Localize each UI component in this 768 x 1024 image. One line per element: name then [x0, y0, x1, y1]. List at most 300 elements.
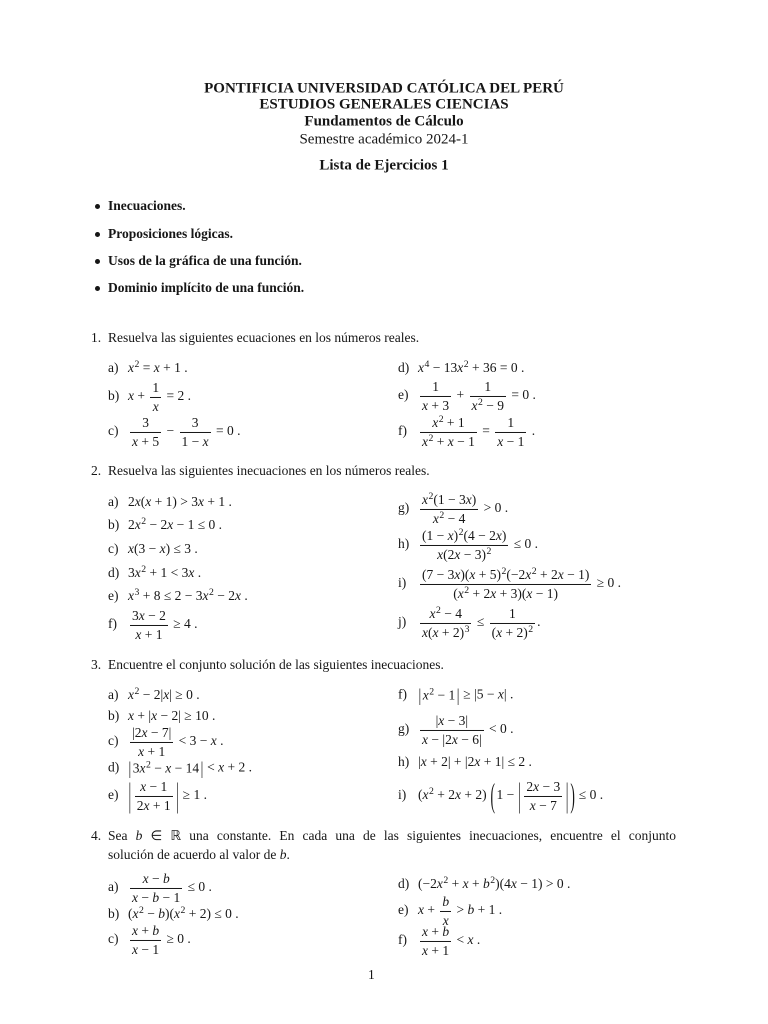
math-text: x + 5	[132, 433, 160, 449]
item-expression	[128, 906, 239, 921]
math-text: b	[442, 893, 450, 909]
math-text: x	[429, 605, 436, 621]
item-label: i)	[398, 575, 407, 591]
math-text: − 13x	[432, 360, 464, 376]
math-text: 1	[432, 378, 439, 394]
math-text: + x + b	[451, 876, 490, 892]
problem-1-item-f	[398, 415, 535, 449]
math-text: − 4	[444, 605, 462, 621]
math-text: 2	[141, 564, 147, 576]
item-label: b)	[108, 517, 120, 533]
problem-3-item-h	[398, 753, 532, 771]
math-text: (x + 2)	[491, 624, 528, 640]
item-label: c)	[108, 931, 119, 947]
problem-statement-continued	[108, 846, 290, 864]
item-expression	[128, 360, 188, 375]
problem-3-item-g	[398, 713, 514, 747]
math-text: + 2) ≤ 0 .	[188, 906, 239, 922]
math-text: > 0 .	[483, 500, 509, 516]
item-label: f)	[398, 423, 407, 439]
math-text: |x + 2| + |2x + 1| ≤ 2 .	[418, 754, 532, 770]
bullet-icon	[95, 204, 100, 209]
math-text: 3	[464, 623, 470, 635]
problem-2-item-g	[398, 492, 508, 526]
item-label: h)	[398, 754, 410, 770]
math-text: b	[279, 847, 287, 863]
fraction	[420, 924, 451, 958]
math-text: 1 −	[496, 787, 515, 803]
list-title: Lista de Ejercicios 1	[319, 157, 449, 174]
math-text: =	[482, 423, 490, 439]
item-label: h)	[398, 536, 410, 552]
math-text: (−2x	[506, 566, 532, 582]
problem-2-item-h	[398, 528, 538, 562]
statement-text: Resuelva las siguientes inecuaciones en los números reales.	[108, 463, 430, 479]
math-text: − 9	[486, 397, 504, 413]
fraction	[420, 415, 477, 449]
math-group	[422, 567, 589, 582]
math-text: ≤ 0 .	[513, 536, 539, 552]
problem-2-item-j	[398, 606, 541, 640]
math-text: x − b	[142, 870, 170, 886]
math-text: + 36 = 0 .	[471, 360, 525, 376]
math-text: 1	[507, 414, 515, 430]
item-label: a)	[108, 360, 119, 376]
left-delimiter: |	[128, 776, 132, 815]
math-text: = 2 .	[166, 388, 191, 404]
problem-number: 4.	[91, 828, 102, 844]
math-text: x − |2x − 6|	[422, 731, 482, 747]
absolute-value	[518, 776, 569, 815]
math-text: (x	[453, 585, 464, 601]
problem-3-item-c	[108, 725, 224, 759]
item-expression	[418, 776, 604, 815]
math-text: 1 − x	[181, 433, 209, 449]
item-expression	[418, 605, 541, 640]
item-label: e)	[108, 787, 119, 803]
math-text: = x + 1 .	[142, 360, 188, 376]
topic-item: Usos de la gráfica de una función.	[108, 253, 302, 269]
problem-4-item-a	[108, 871, 212, 905]
absolute-value	[128, 760, 204, 778]
superscript	[465, 624, 470, 635]
math-text: 2	[438, 414, 444, 426]
math-text: 2	[531, 566, 537, 578]
math-text: 2	[443, 875, 449, 887]
fraction	[180, 415, 211, 449]
left-delimiter: |	[128, 758, 132, 778]
math-text: 2	[134, 359, 140, 371]
numerator	[420, 379, 451, 396]
bullet-icon	[95, 259, 100, 264]
fraction	[130, 923, 161, 957]
math-text: ≥ 0 .	[166, 931, 191, 947]
math-text: − 2x − 1 ≤ 0 .	[149, 517, 223, 533]
problem-3-item-i	[398, 776, 604, 815]
math-text: + 2x + 2)	[437, 787, 487, 803]
math-text: − 2x .	[217, 588, 248, 604]
math-text: 2	[428, 491, 434, 503]
right-delimiter: |	[200, 758, 204, 778]
math-text: 2	[458, 527, 464, 539]
fraction	[470, 379, 506, 413]
math-text: + 8 ≤ 2 − 3x	[142, 588, 209, 604]
math-text: x	[442, 912, 449, 928]
math-text: x + b	[422, 923, 450, 939]
numerator	[490, 606, 535, 623]
item-label: c)	[108, 541, 119, 557]
item-label: e)	[398, 902, 409, 918]
problem-number: 2.	[91, 463, 102, 479]
math-text: x	[422, 433, 428, 449]
item-expression	[128, 708, 215, 723]
item-expression	[418, 712, 514, 747]
problem-2-item-f	[108, 608, 198, 642]
math-text: − 1	[437, 687, 456, 703]
math-group	[432, 415, 464, 430]
math-text: 2	[464, 584, 470, 596]
math-text: (4 − 2x)	[463, 527, 507, 543]
denominator	[420, 396, 451, 414]
superscript	[486, 546, 491, 557]
math-text: (1 − x)	[422, 527, 459, 543]
delimited-body	[495, 776, 569, 815]
math-text: ≥ 4 .	[173, 616, 198, 632]
math-text: + 2x − 1)	[539, 566, 590, 582]
math-text: x +	[128, 388, 145, 404]
fraction	[440, 894, 451, 928]
math-text: 2	[439, 509, 445, 521]
math-group	[422, 492, 476, 507]
denominator	[420, 509, 478, 527]
item-expression	[418, 754, 532, 769]
left-delimiter: |	[518, 776, 521, 815]
math-text: 2	[490, 875, 496, 887]
math-text: ≤ 0 .	[578, 787, 604, 803]
math-text: < 0 .	[489, 721, 514, 737]
denominator	[130, 432, 161, 450]
bullet-icon	[95, 232, 100, 237]
fraction	[130, 725, 173, 759]
problem-1-item-b	[108, 380, 191, 414]
item-expression	[128, 588, 248, 603]
math-group	[423, 688, 455, 703]
math-text: 2	[463, 359, 469, 371]
math-text: x + 1	[422, 942, 450, 958]
fraction	[420, 606, 471, 640]
numerator	[420, 606, 471, 623]
item-expression	[128, 414, 241, 449]
math-text: x − b − 1	[132, 889, 181, 905]
math-text: 2	[134, 686, 140, 698]
math-text: − x − 14	[154, 760, 200, 776]
problem-2-item-e	[108, 587, 248, 605]
topic-item: Dominio implícito de una función.	[108, 280, 305, 296]
item-label: c)	[108, 733, 119, 749]
problem-4-item-c	[108, 923, 191, 957]
item-label: f)	[108, 616, 117, 632]
fraction	[150, 380, 161, 414]
fraction	[135, 779, 173, 813]
problem-3-item-a	[108, 686, 200, 704]
left-delimiter: |	[418, 685, 422, 705]
item-expression	[128, 724, 224, 759]
parentheses	[490, 776, 575, 815]
math-group	[430, 606, 462, 621]
problem-3-item-f	[398, 686, 513, 705]
item-expression	[418, 414, 536, 449]
problem-1-item-c	[108, 415, 241, 449]
item-label: f)	[398, 932, 407, 948]
denominator	[130, 742, 173, 760]
item-label: e)	[398, 387, 409, 403]
math-text: ≥ 0 .	[596, 575, 622, 591]
right-delimiter: |	[176, 776, 179, 815]
numerator	[130, 923, 161, 940]
item-label: e)	[108, 588, 119, 604]
math-text: x(3 − x) ≤ 3 .	[128, 541, 198, 557]
item-expression	[418, 685, 514, 705]
numerator	[470, 379, 506, 396]
math-text: + 1	[446, 414, 465, 430]
item-label: a)	[108, 494, 119, 510]
university-name: PONTIFICIA UNIVERSIDAD CATÓLICA DEL PERÚ	[204, 80, 564, 97]
numerator	[420, 415, 477, 432]
item-label: j)	[398, 614, 407, 630]
denominator	[495, 432, 526, 450]
numerator	[495, 415, 526, 432]
math-group	[453, 586, 558, 601]
item-expression	[418, 893, 503, 928]
fraction	[420, 492, 478, 526]
problem-statement	[108, 656, 444, 674]
math-text: > b + 1 .	[456, 902, 503, 918]
fraction	[420, 528, 508, 562]
item-label: b)	[108, 708, 120, 724]
numerator	[130, 871, 182, 888]
numerator	[420, 567, 591, 584]
bullet-icon	[95, 286, 100, 291]
math-text: x + 3	[422, 397, 450, 413]
math-text: x +	[418, 902, 435, 918]
item-expression	[128, 565, 201, 580]
math-text: 2	[528, 623, 534, 635]
problem-4-item-b	[108, 905, 239, 923]
math-text: 3	[191, 414, 199, 430]
math-text: x − 1	[140, 778, 168, 794]
statement-text: solución de acuerdo al valor de	[108, 847, 280, 863]
math-text: x	[471, 397, 478, 413]
math-text: 2	[486, 545, 492, 557]
math-group	[433, 511, 465, 526]
math-text: 3	[142, 414, 149, 430]
numerator	[135, 779, 173, 796]
absolute-value	[418, 687, 460, 705]
math-text: 2	[478, 396, 483, 408]
math-text: 2	[209, 587, 214, 599]
denominator	[420, 941, 451, 959]
problem-3-item-e	[108, 776, 207, 815]
math-text: 2	[429, 786, 434, 798]
math-text: x(x + 2)	[422, 624, 465, 640]
math-text: 2	[145, 759, 151, 771]
math-text: x − 7	[529, 797, 557, 813]
item-expression	[128, 922, 191, 957]
math-text: − 4	[447, 510, 466, 526]
math-text: 2	[501, 566, 507, 578]
item-expression	[418, 378, 536, 413]
math-text: x	[418, 360, 424, 376]
math-text: (x	[418, 787, 429, 803]
topic-item: Inecuaciones.	[108, 198, 186, 214]
left-delimiter: (	[490, 776, 495, 815]
math-text: 3x	[132, 760, 146, 776]
math-text: 2	[141, 516, 147, 528]
problem-2-item-a	[108, 493, 232, 511]
numerator	[420, 528, 508, 545]
math-text: + 2x + 3)(x − 1)	[472, 585, 559, 601]
math-text: x	[422, 491, 428, 507]
item-label: g)	[398, 500, 410, 516]
fraction	[524, 779, 562, 813]
topic-item: Proposiciones lógicas.	[108, 226, 234, 242]
delimited-body	[132, 779, 176, 813]
problem-3-item-d	[108, 759, 252, 778]
math-text: .	[531, 423, 536, 439]
math-text: 2	[428, 432, 434, 444]
math-text: (−2x	[418, 876, 443, 892]
numerator	[130, 415, 161, 432]
numerator	[420, 924, 451, 941]
math-text: (x	[128, 906, 139, 922]
denominator	[130, 625, 168, 643]
problem-statement	[108, 462, 430, 480]
math-text: |2x − 7|	[132, 724, 172, 740]
denominator	[130, 940, 161, 958]
math-text: ≥ |5 − x| .	[463, 686, 514, 702]
item-label: a)	[108, 687, 119, 703]
problem-2-item-i	[398, 567, 621, 601]
math-text: −	[166, 423, 175, 439]
math-text: x	[152, 398, 159, 414]
item-expression	[128, 776, 207, 815]
item-expression	[128, 541, 198, 556]
problem-2-item-b	[108, 516, 222, 534]
item-label: f)	[398, 686, 407, 702]
item-label: g)	[398, 721, 410, 737]
item-expression	[128, 517, 222, 532]
numerator	[130, 725, 173, 742]
math-group	[496, 776, 569, 815]
superscript	[528, 624, 533, 635]
item-expression	[128, 607, 198, 642]
numerator	[420, 713, 484, 730]
numerator	[440, 894, 451, 911]
math-text: ≤ 0 .	[187, 879, 212, 895]
math-text: 2x − 3	[526, 778, 561, 794]
denominator	[470, 396, 506, 414]
item-expression	[128, 758, 253, 778]
item-label: a)	[108, 879, 119, 895]
math-text: < x + 2 .	[207, 759, 253, 775]
math-text: 2	[180, 905, 186, 917]
math-text: x	[128, 687, 134, 703]
math-text: < x .	[456, 932, 481, 948]
numerator	[130, 608, 168, 625]
statement-text: Resuelva las siguientes ecuaciones en los números reales.	[108, 330, 420, 346]
math-text: 2x + 1	[136, 797, 171, 813]
math-text: )(4x − 1) > 0 .	[495, 876, 571, 892]
math-text: x	[432, 510, 439, 526]
fraction	[130, 415, 161, 449]
math-text: < 3 − x .	[178, 733, 224, 749]
item-expression	[128, 379, 191, 414]
denominator	[420, 623, 471, 641]
math-text: − 2|x| ≥ 0 .	[142, 687, 200, 703]
denominator	[180, 432, 211, 450]
math-text: +	[456, 387, 465, 403]
math-text: 2	[139, 905, 144, 917]
math-text: = 0 .	[216, 423, 241, 439]
item-expression	[418, 876, 570, 891]
math-group	[472, 398, 504, 413]
denominator	[135, 796, 173, 814]
right-delimiter: |	[565, 776, 569, 815]
math-group	[422, 625, 469, 640]
math-text: 2	[436, 605, 441, 617]
fraction	[420, 713, 484, 747]
item-label: b)	[108, 388, 120, 404]
math-text: 1	[484, 378, 492, 394]
math-text: x	[128, 360, 134, 376]
denominator	[524, 796, 562, 814]
denominator	[420, 545, 508, 563]
item-expression	[128, 687, 200, 702]
math-group	[437, 547, 491, 562]
absolute-value	[128, 776, 179, 815]
math-text: x + b	[132, 922, 160, 938]
math-text: x + 1	[135, 626, 163, 642]
item-label: d)	[108, 759, 120, 775]
math-text: .	[537, 614, 541, 630]
math-text: x	[128, 588, 134, 604]
math-text: 3x	[128, 565, 141, 581]
problem-2-item-c	[108, 540, 198, 558]
item-expression	[128, 870, 212, 905]
item-expression	[418, 566, 622, 601]
problem-1-item-e	[398, 379, 536, 413]
math-text: x + 1	[138, 743, 166, 759]
denominator	[420, 584, 591, 602]
problem-4-item-e	[398, 894, 502, 928]
item-label: i)	[398, 787, 407, 803]
problem-number: 3.	[91, 657, 102, 673]
math-text: ≤	[476, 614, 485, 630]
math-text: (1 − 3x)	[433, 491, 477, 507]
fraction	[490, 606, 535, 640]
problem-4-item-d	[398, 875, 570, 893]
item-expression	[418, 923, 481, 958]
page-number: 1	[368, 967, 375, 983]
right-delimiter: |	[456, 685, 460, 705]
statement-text: .	[286, 847, 290, 863]
problem-1-item-a	[108, 359, 188, 377]
problem-statement	[108, 329, 419, 347]
math-text: 1	[509, 605, 516, 621]
math-group	[133, 761, 199, 776]
item-label: c)	[108, 423, 119, 439]
course-name: Fundamentos de Cálculo	[304, 113, 464, 130]
